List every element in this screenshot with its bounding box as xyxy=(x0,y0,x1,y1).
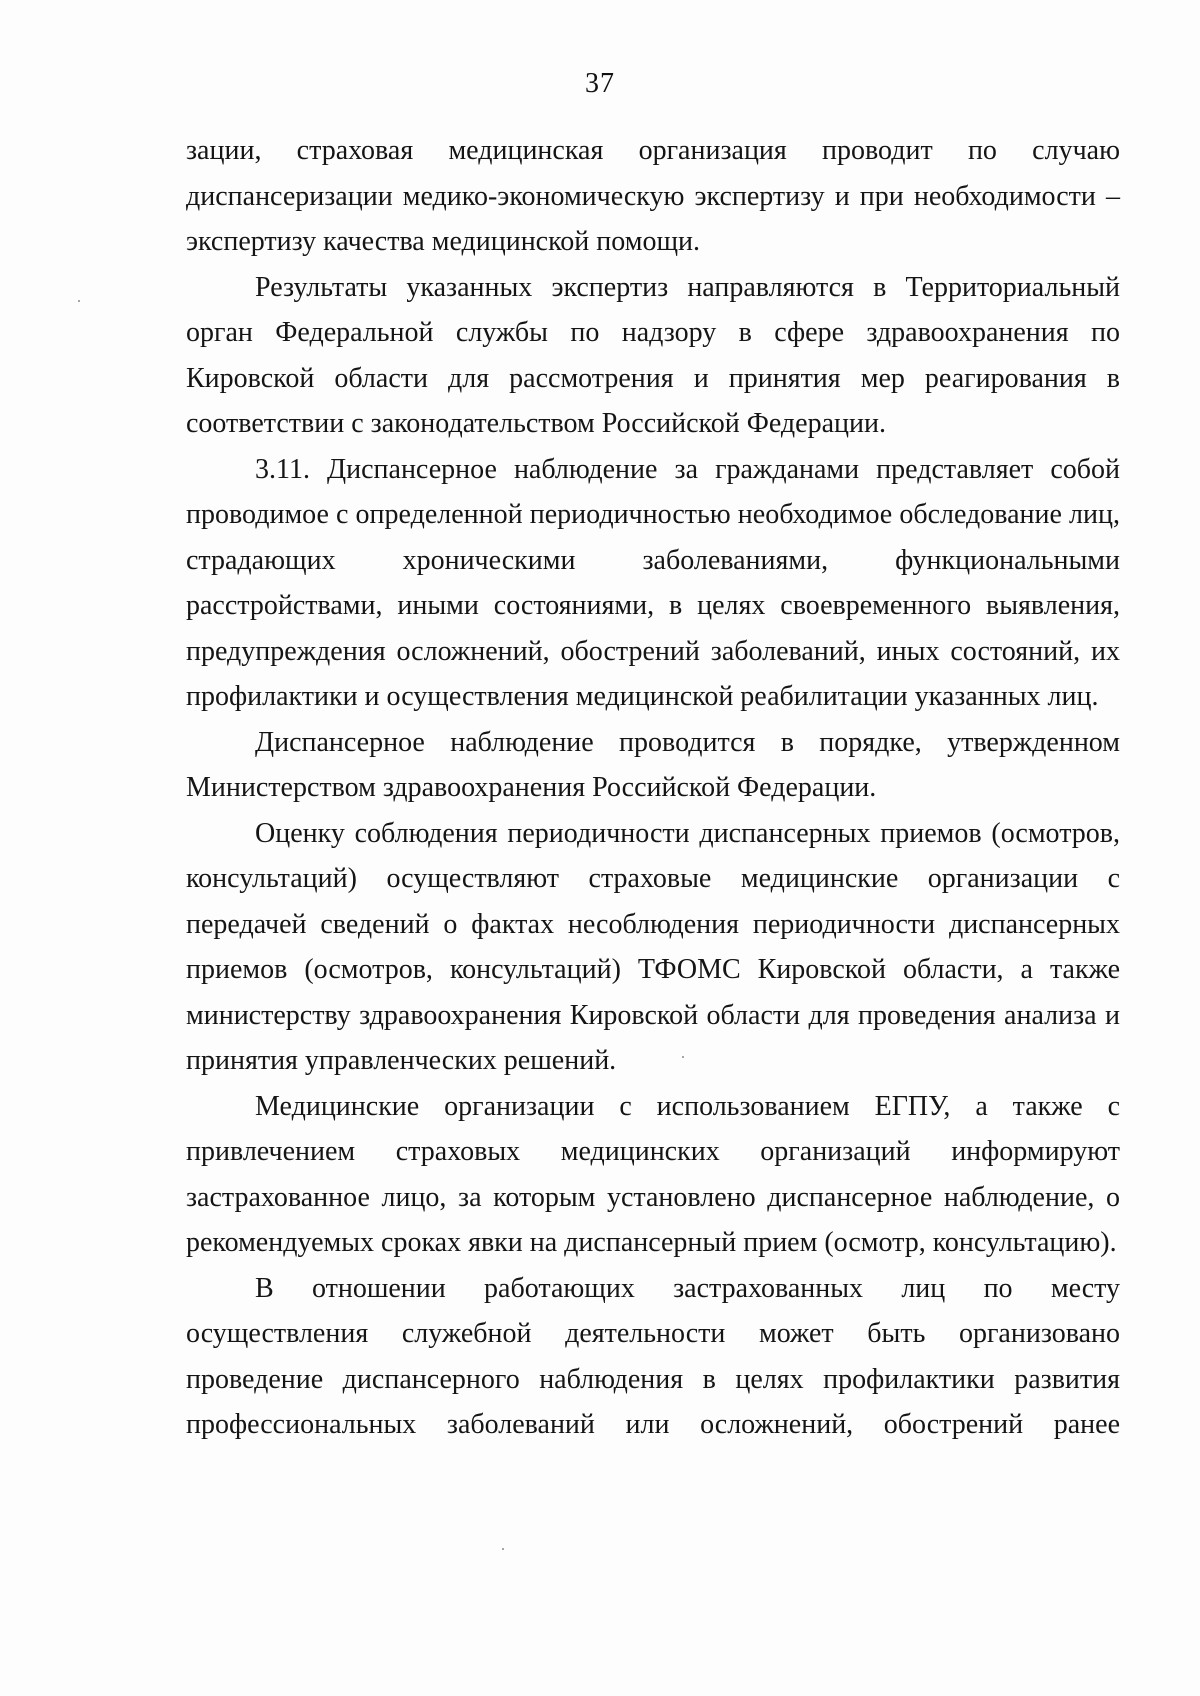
paragraph-section-3-11: 3.11. Диспансерное наблюдение за гражданами представляет собой проводимое с определенной периодичностью необходимое обследование лиц, страдающих хроническими заболеваниями, функциональными расстройствами, иными состояниями, в целях своевременного выявления, предупреждения осложнений, обострений заболеваний, иных состояний, их профилактики и осуществления медицинской реабилитации указанных лиц. xyxy=(186,453,1120,712)
scan-speck xyxy=(502,1548,504,1550)
scan-speck xyxy=(78,300,80,302)
paragraph-observation-order: Диспансерное наблюдение проводится в порядке, утвержденном Министерством здравоохранения Российской Федерации. xyxy=(186,726,1120,803)
document-body xyxy=(186,128,1120,1448)
page-number: 37 xyxy=(585,68,615,99)
paragraph-continuation: зации, страховая медицинская организация проводит по случаю диспансеризации медико-экономическую экспертизу и при необходимости – экспертизу качества медицинской помощи. xyxy=(186,135,1120,257)
paragraph-informing: Медицинские организации с использованием ЕГПУ, а также с привлечением страховых медицинских организаций информируют застрахованное лицо, за которым установлено диспансерное наблюдение, о рекомендуемых сроках явки на диспансерный прием (осмотр, консультацию). xyxy=(186,1090,1120,1258)
paragraph-expertise-results: Результаты указанных экспертиз направляются в Территориальный орган Федеральной службы по надзору в сфере здравоохранения по Кировской области для рассмотрения и принятия мер реагирования в соответствии с законодательством Российской Федерации. xyxy=(186,271,1120,439)
paragraph-periodicity-assessment: Оценку соблюдения периодичности диспансерных приемов (осмотров, консультаций) осуществляют страховые медицинские организации с передачей сведений о фактах несоблюдения периодичности диспансерных приемов (осмотров, консультаций) ТФОМС Кировской области, а также министерству здравоохранения Кировской области для проведения анализа и принятия управленческих решений. xyxy=(186,817,1120,1076)
scan-speck xyxy=(682,1056,684,1058)
paragraph-working-persons: В отношении работающих застрахованных лиц по месту осуществления служебной деятельности может быть организовано проведение диспансерного наблюдения в целях профилактики развития профессиональных заболеваний или осложнений, обострений ранее xyxy=(186,1272,1120,1440)
